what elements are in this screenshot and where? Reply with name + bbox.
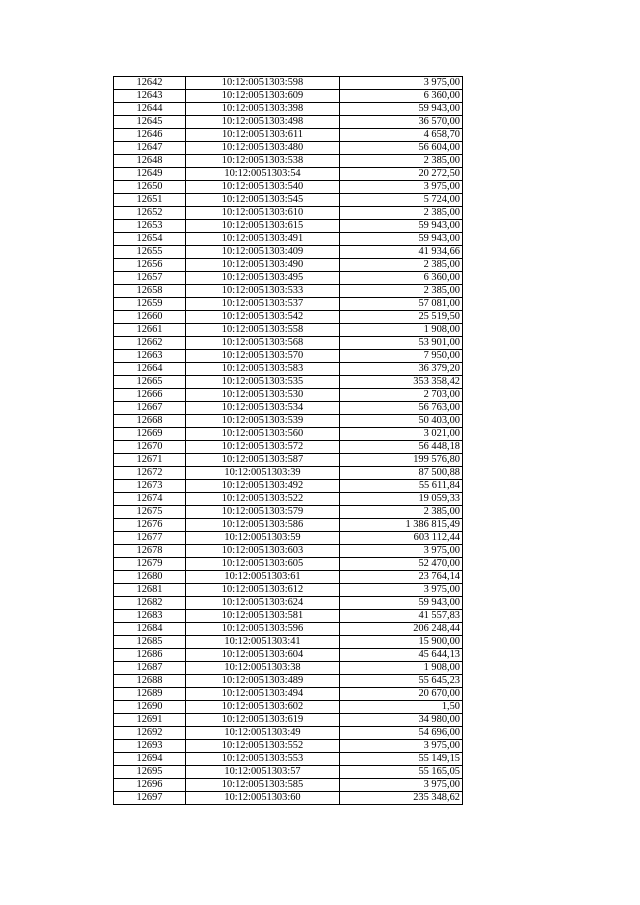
row-number-cell: 12673: [114, 480, 186, 493]
cadastral-number-cell: 10:12:0051303:545: [186, 194, 340, 207]
value-cell: 5 724,00: [340, 194, 463, 207]
value-cell: 603 112,44: [340, 532, 463, 545]
value-cell: 87 500,88: [340, 467, 463, 480]
value-cell: 41 934,66: [340, 246, 463, 259]
cadastral-number-cell: 10:12:0051303:552: [186, 740, 340, 753]
row-number-cell: 12691: [114, 714, 186, 727]
cadastral-number-cell: 10:12:0051303:522: [186, 493, 340, 506]
row-number-cell: 12647: [114, 142, 186, 155]
row-number-cell: 12681: [114, 584, 186, 597]
table-row: [114, 220, 463, 233]
table-row: [114, 779, 463, 792]
table-row: [114, 337, 463, 350]
value-cell: 2 703,00: [340, 389, 463, 402]
row-number-cell: 12662: [114, 337, 186, 350]
cadastral-number-cell: 10:12:0051303:581: [186, 610, 340, 623]
table-row: [114, 389, 463, 402]
cadastral-number-cell: 10:12:0051303:39: [186, 467, 340, 480]
row-number-cell: 12669: [114, 428, 186, 441]
cadastral-number-cell: 10:12:0051303:489: [186, 675, 340, 688]
row-number-cell: 12672: [114, 467, 186, 480]
cadastral-number-cell: 10:12:0051303:537: [186, 298, 340, 311]
row-number-cell: 12671: [114, 454, 186, 467]
value-cell: 25 519,50: [340, 311, 463, 324]
table-row: [114, 792, 463, 805]
table-row: [114, 181, 463, 194]
value-cell: 20 272,50: [340, 168, 463, 181]
value-cell: 23 764,14: [340, 571, 463, 584]
cadastral-number-cell: 10:12:0051303:568: [186, 337, 340, 350]
row-number-cell: 12650: [114, 181, 186, 194]
table-row: [114, 77, 463, 90]
row-number-cell: 12656: [114, 259, 186, 272]
value-cell: 41 557,83: [340, 610, 463, 623]
row-number-cell: 12660: [114, 311, 186, 324]
row-number-cell: 12655: [114, 246, 186, 259]
row-number-cell: 12688: [114, 675, 186, 688]
value-cell: 3 975,00: [340, 181, 463, 194]
row-number-cell: 12668: [114, 415, 186, 428]
cadastral-number-cell: 10:12:0051303:572: [186, 441, 340, 454]
value-cell: 1 908,00: [340, 662, 463, 675]
value-cell: 56 448,18: [340, 441, 463, 454]
table-row: [114, 558, 463, 571]
value-cell: 55 611,84: [340, 480, 463, 493]
table-row: [114, 727, 463, 740]
cadastral-number-cell: 10:12:0051303:480: [186, 142, 340, 155]
table-row: [114, 740, 463, 753]
value-cell: 3 975,00: [340, 779, 463, 792]
cadastral-number-cell: 10:12:0051303:539: [186, 415, 340, 428]
cadastral-number-cell: 10:12:0051303:602: [186, 701, 340, 714]
table-row: [114, 415, 463, 428]
value-cell: 2 385,00: [340, 207, 463, 220]
value-cell: 206 248,44: [340, 623, 463, 636]
table-row: [114, 103, 463, 116]
row-number-cell: 12694: [114, 753, 186, 766]
value-cell: 235 348,62: [340, 792, 463, 805]
cadastral-number-cell: 10:12:0051303:583: [186, 363, 340, 376]
cadastral-number-cell: 10:12:0051303:490: [186, 259, 340, 272]
value-cell: 45 644,13: [340, 649, 463, 662]
row-number-cell: 12685: [114, 636, 186, 649]
cadastral-number-cell: 10:12:0051303:598: [186, 77, 340, 90]
value-cell: 19 059,33: [340, 493, 463, 506]
table-row: [114, 584, 463, 597]
row-number-cell: 12654: [114, 233, 186, 246]
value-cell: 36 379,20: [340, 363, 463, 376]
table-row: [114, 428, 463, 441]
value-cell: 59 943,00: [340, 597, 463, 610]
table-row: [114, 376, 463, 389]
table-row: [114, 636, 463, 649]
row-number-cell: 12697: [114, 792, 186, 805]
value-cell: 3 975,00: [340, 545, 463, 558]
row-number-cell: 12664: [114, 363, 186, 376]
table-row: [114, 623, 463, 636]
cadastral-number-cell: 10:12:0051303:612: [186, 584, 340, 597]
row-number-cell: 12682: [114, 597, 186, 610]
row-number-cell: 12679: [114, 558, 186, 571]
value-cell: 2 385,00: [340, 259, 463, 272]
cadastral-number-cell: 10:12:0051303:587: [186, 454, 340, 467]
table-row: [114, 194, 463, 207]
row-number-cell: 12661: [114, 324, 186, 337]
table-row: [114, 467, 463, 480]
table-row: [114, 766, 463, 779]
value-cell: 3 975,00: [340, 584, 463, 597]
table-row: [114, 155, 463, 168]
table-row: [114, 701, 463, 714]
table-row: [114, 571, 463, 584]
cadastral-number-cell: 10:12:0051303:542: [186, 311, 340, 324]
value-cell: 36 570,00: [340, 116, 463, 129]
cadastral-number-cell: 10:12:0051303:609: [186, 90, 340, 103]
value-cell: 52 470,00: [340, 558, 463, 571]
cadastral-number-cell: 10:12:0051303:492: [186, 480, 340, 493]
row-number-cell: 12687: [114, 662, 186, 675]
table-row: [114, 662, 463, 675]
table-row: [114, 350, 463, 363]
value-cell: 6 360,00: [340, 90, 463, 103]
table-row: [114, 168, 463, 181]
table-row: [114, 246, 463, 259]
table-row: [114, 532, 463, 545]
cadastral-number-cell: 10:12:0051303:409: [186, 246, 340, 259]
row-number-cell: 12670: [114, 441, 186, 454]
cadastral-number-cell: 10:12:0051303:538: [186, 155, 340, 168]
cadastral-number-cell: 10:12:0051303:558: [186, 324, 340, 337]
table-row: [114, 285, 463, 298]
value-cell: 59 943,00: [340, 103, 463, 116]
row-number-cell: 12653: [114, 220, 186, 233]
value-cell: 56 763,00: [340, 402, 463, 415]
row-number-cell: 12689: [114, 688, 186, 701]
value-cell: 55 165,05: [340, 766, 463, 779]
cadastral-number-cell: 10:12:0051303:605: [186, 558, 340, 571]
row-number-cell: 12645: [114, 116, 186, 129]
value-cell: 53 901,00: [340, 337, 463, 350]
cadastral-number-cell: 10:12:0051303:579: [186, 506, 340, 519]
table-row: [114, 259, 463, 272]
cadastral-number-cell: 10:12:0051303:596: [186, 623, 340, 636]
table-row: [114, 714, 463, 727]
table-row: [114, 402, 463, 415]
value-cell: 20 670,00: [340, 688, 463, 701]
cadastral-number-cell: 10:12:0051303:560: [186, 428, 340, 441]
cadastral-number-cell: 10:12:0051303:54: [186, 168, 340, 181]
row-number-cell: 12649: [114, 168, 186, 181]
cadastral-number-cell: 10:12:0051303:41: [186, 636, 340, 649]
cadastral-number-cell: 10:12:0051303:570: [186, 350, 340, 363]
value-cell: 3 975,00: [340, 740, 463, 753]
value-cell: 7 950,00: [340, 350, 463, 363]
value-cell: 54 696,00: [340, 727, 463, 740]
row-number-cell: 12666: [114, 389, 186, 402]
row-number-cell: 12680: [114, 571, 186, 584]
value-cell: 1 386 815,49: [340, 519, 463, 532]
cadastral-number-cell: 10:12:0051303:610: [186, 207, 340, 220]
value-cell: 15 900,00: [340, 636, 463, 649]
row-number-cell: 12695: [114, 766, 186, 779]
row-number-cell: 12652: [114, 207, 186, 220]
cadastral-number-cell: 10:12:0051303:535: [186, 376, 340, 389]
table-row: [114, 298, 463, 311]
cadastral-number-cell: 10:12:0051303:59: [186, 532, 340, 545]
table-body: [114, 77, 463, 805]
value-cell: 59 943,00: [340, 220, 463, 233]
row-number-cell: 12686: [114, 649, 186, 662]
cadastral-number-cell: 10:12:0051303:494: [186, 688, 340, 701]
value-cell: 34 980,00: [340, 714, 463, 727]
table-row: [114, 675, 463, 688]
row-number-cell: 12642: [114, 77, 186, 90]
cadastral-number-cell: 10:12:0051303:61: [186, 571, 340, 584]
row-number-cell: 12643: [114, 90, 186, 103]
row-number-cell: 12646: [114, 129, 186, 142]
table-row: [114, 207, 463, 220]
table-row: [114, 597, 463, 610]
table-row: [114, 142, 463, 155]
value-cell: 3 975,00: [340, 77, 463, 90]
table-row: [114, 311, 463, 324]
cadastral-number-cell: 10:12:0051303:619: [186, 714, 340, 727]
value-cell: 55 149,15: [340, 753, 463, 766]
row-number-cell: 12659: [114, 298, 186, 311]
table-row: [114, 753, 463, 766]
row-number-cell: 12674: [114, 493, 186, 506]
cadastral-number-cell: 10:12:0051303:586: [186, 519, 340, 532]
cadastral-number-cell: 10:12:0051303:604: [186, 649, 340, 662]
value-cell: 4 658,70: [340, 129, 463, 142]
table-row: [114, 324, 463, 337]
cadastral-number-cell: 10:12:0051303:57: [186, 766, 340, 779]
table-row: [114, 493, 463, 506]
cadastral-number-cell: 10:12:0051303:603: [186, 545, 340, 558]
row-number-cell: 12683: [114, 610, 186, 623]
table-row: [114, 649, 463, 662]
row-number-cell: 12658: [114, 285, 186, 298]
row-number-cell: 12665: [114, 376, 186, 389]
cadastral-number-cell: 10:12:0051303:533: [186, 285, 340, 298]
cadastral-number-cell: 10:12:0051303:38: [186, 662, 340, 675]
row-number-cell: 12651: [114, 194, 186, 207]
row-number-cell: 12675: [114, 506, 186, 519]
row-number-cell: 12677: [114, 532, 186, 545]
value-cell: 1 908,00: [340, 324, 463, 337]
cadastral-number-cell: 10:12:0051303:495: [186, 272, 340, 285]
row-number-cell: 12696: [114, 779, 186, 792]
row-number-cell: 12692: [114, 727, 186, 740]
value-cell: 2 385,00: [340, 285, 463, 298]
value-cell: 55 645,23: [340, 675, 463, 688]
cadastral-value-table: [113, 76, 463, 805]
cadastral-number-cell: 10:12:0051303:553: [186, 753, 340, 766]
row-number-cell: 12657: [114, 272, 186, 285]
value-cell: 2 385,00: [340, 506, 463, 519]
table-row: [114, 441, 463, 454]
table-row: [114, 129, 463, 142]
row-number-cell: 12667: [114, 402, 186, 415]
cadastral-number-cell: 10:12:0051303:398: [186, 103, 340, 116]
value-cell: 50 403,00: [340, 415, 463, 428]
value-cell: 353 358,42: [340, 376, 463, 389]
value-cell: 59 943,00: [340, 233, 463, 246]
cadastral-number-cell: 10:12:0051303:49: [186, 727, 340, 740]
row-number-cell: 12678: [114, 545, 186, 558]
cadastral-number-cell: 10:12:0051303:498: [186, 116, 340, 129]
row-number-cell: 12676: [114, 519, 186, 532]
table-row: [114, 90, 463, 103]
value-cell: 56 604,00: [340, 142, 463, 155]
cadastral-number-cell: 10:12:0051303:491: [186, 233, 340, 246]
cadastral-number-cell: 10:12:0051303:540: [186, 181, 340, 194]
table-row: [114, 116, 463, 129]
table-row: [114, 480, 463, 493]
cadastral-number-cell: 10:12:0051303:585: [186, 779, 340, 792]
table-row: [114, 519, 463, 532]
table-row: [114, 272, 463, 285]
value-cell: 57 081,00: [340, 298, 463, 311]
row-number-cell: 12663: [114, 350, 186, 363]
row-number-cell: 12648: [114, 155, 186, 168]
cadastral-number-cell: 10:12:0051303:534: [186, 402, 340, 415]
table-row: [114, 688, 463, 701]
table-row: [114, 545, 463, 558]
cadastral-number-cell: 10:12:0051303:60: [186, 792, 340, 805]
table-row: [114, 506, 463, 519]
cadastral-number-cell: 10:12:0051303:611: [186, 129, 340, 142]
table-row: [114, 610, 463, 623]
value-cell: 6 360,00: [340, 272, 463, 285]
row-number-cell: 12693: [114, 740, 186, 753]
table-row: [114, 363, 463, 376]
row-number-cell: 12684: [114, 623, 186, 636]
table-row: [114, 454, 463, 467]
value-cell: 199 576,80: [340, 454, 463, 467]
value-cell: 3 021,00: [340, 428, 463, 441]
cadastral-number-cell: 10:12:0051303:615: [186, 220, 340, 233]
cadastral-number-cell: 10:12:0051303:530: [186, 389, 340, 402]
cadastral-number-cell: 10:12:0051303:624: [186, 597, 340, 610]
row-number-cell: 12644: [114, 103, 186, 116]
table-row: [114, 233, 463, 246]
row-number-cell: 12690: [114, 701, 186, 714]
value-cell: 2 385,00: [340, 155, 463, 168]
value-cell: 1,50: [340, 701, 463, 714]
